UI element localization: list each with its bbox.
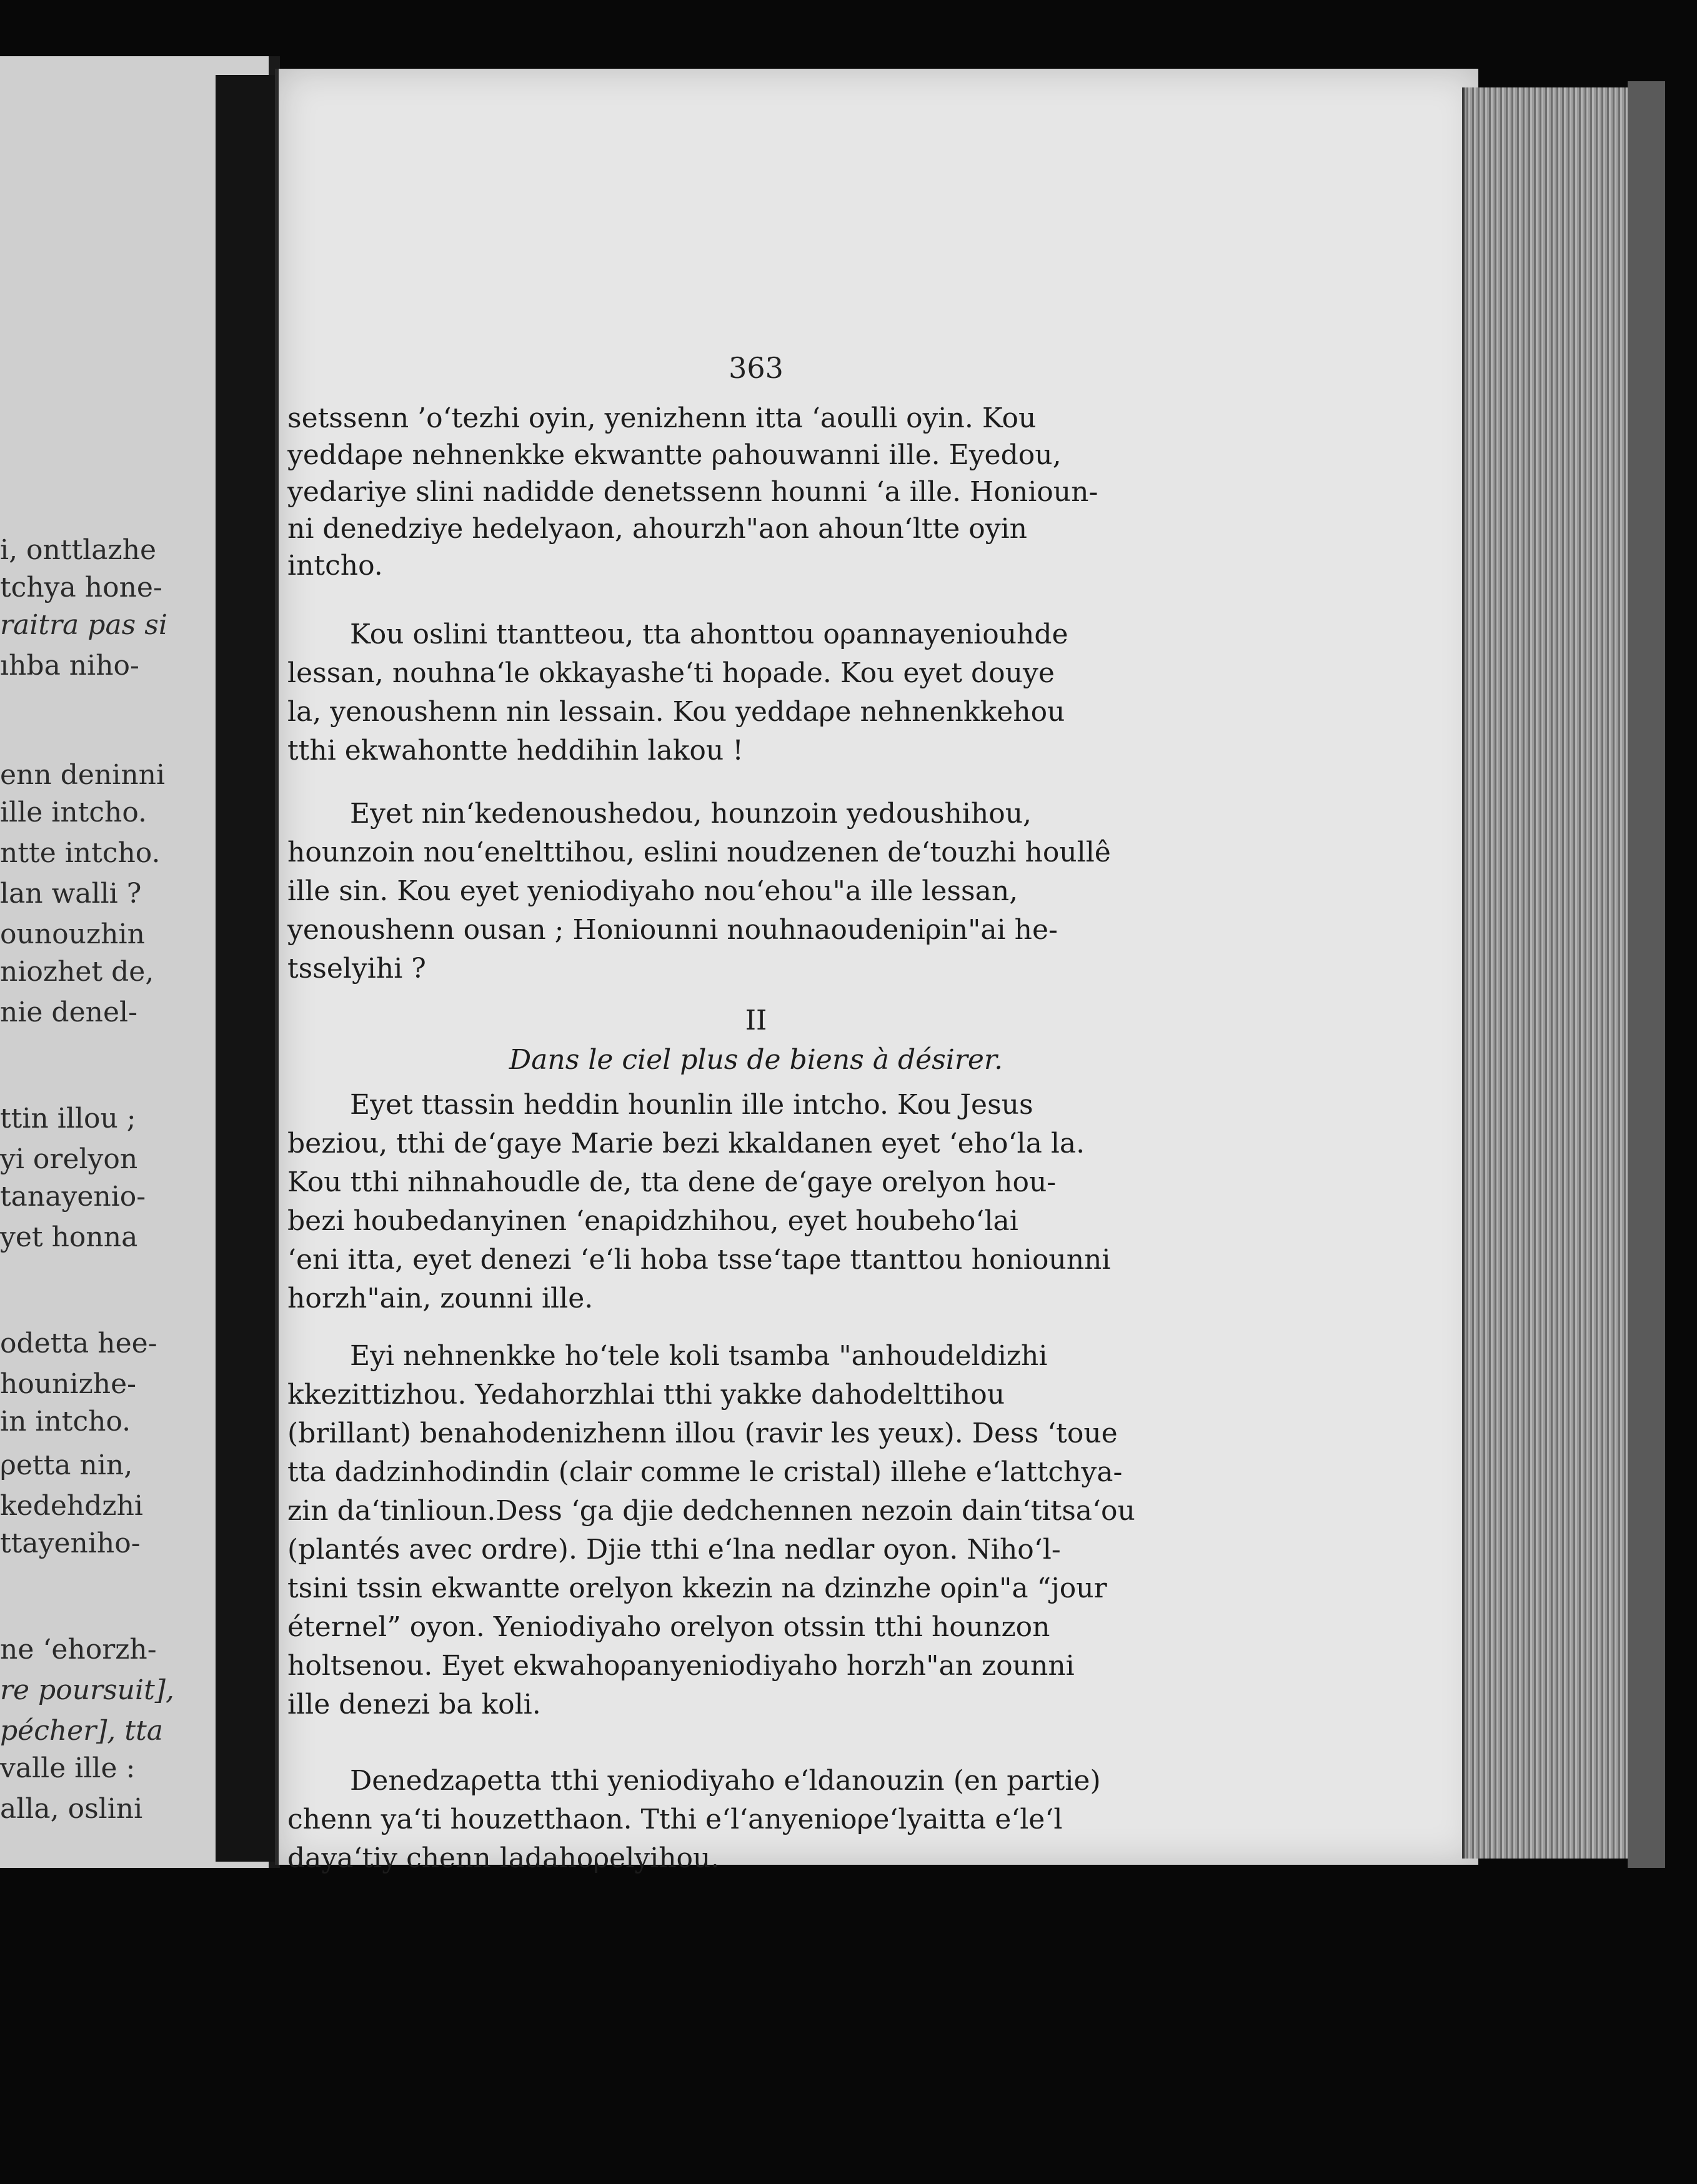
left-page-text-fragment: ttayeniho- (0, 1527, 141, 1559)
left-page-text-fragment: pécher], tta (0, 1715, 163, 1747)
book-gutter (216, 75, 275, 1862)
left-page-text-fragment: raitra pas si (0, 609, 167, 641)
text-line: Eyet ttassin heddin hounlin ille intcho. Kou Jesus (350, 1089, 1033, 1121)
text-line: tthi ekwahontte heddihin lakou ! (287, 735, 744, 767)
text-line: tsini tssin ekwantte orelyon kkezin na dzinzhe oρin"a “jour (287, 1572, 1107, 1604)
text-line: setssenn ’o‘tezhi oyin, yenizhenn itta ‘aoulli oyin. Kou (287, 402, 1037, 434)
left-page-text-fragment: ille intcho. (0, 797, 147, 828)
text-line: holtsenou. Eyet ekwahoρanyeniodiyaho horzh"an zounni (287, 1650, 1075, 1682)
left-page-text-fragment: ρetta nin, (0, 1449, 133, 1481)
text-line: la, yenoushenn nin lessain. Kou yeddaρe nehnenkkehou (287, 696, 1065, 728)
left-page-text-fragment: valle ille : (0, 1752, 136, 1784)
paragraph (287, 400, 1225, 584)
text-line: tsselyihi ? (287, 953, 426, 985)
text-line: Kou tthi nihnahoudle de, tta dene de‘gaye orelyon hou- (287, 1166, 1057, 1198)
left-page-text-fragment: ıhba niho- (0, 650, 139, 682)
left-page-text-fragment: lan walli ? (0, 878, 142, 910)
text-line: ille sin. Kou eyet yeniodiyaho nou‘ehou"a ille lessan, (287, 875, 1018, 907)
text-line: (brillant) benahodenizhenn illou (ravir les yeux). Dess ‘toue (287, 1417, 1118, 1449)
left-page-text-fragment: yi orelyon (0, 1143, 138, 1175)
paragraph (287, 795, 1225, 988)
paragraph (287, 1762, 1225, 1878)
text-line: yeddaρe nehnenkke ekwantte ρahouwanni ille. Eyedou, (287, 439, 1062, 471)
left-page-text-fragment: tchya hone- (0, 572, 162, 603)
text-line: intcho. (287, 550, 383, 582)
left-page-text-fragment: yet honna (0, 1221, 138, 1253)
text-line: (plantés avec ordre). Djie tthi e‘lna nedlar oyon. Niho‘l- (287, 1534, 1061, 1566)
text-line: bezi houbedanyinen ‘enaρidzhihou, eyet houbeho‘lai (287, 1205, 1018, 1237)
left-page-text-fragment: niozhet de, (0, 956, 154, 988)
left-page-text-fragment: hounizhe- (0, 1368, 137, 1400)
left-page-text-fragment: ntte intcho. (0, 837, 161, 869)
text-line: ille denezi ba koli. (287, 1689, 541, 1720)
text-line: tta dadzinhodindin (clair comme le cristal) illehe e‘lattchya- (287, 1456, 1123, 1488)
text-line: Kou oslini ttantteou, tta ahonttou oρannayeniouhde (350, 618, 1068, 650)
left-page-text-fragment: ttin illou ; (0, 1103, 136, 1134)
paragraph (287, 1086, 1225, 1318)
text-line: horzh"ain, zounni ille. (287, 1283, 594, 1314)
text-line: hounzoin nou‘enelttihou, eslini noudzenen de‘touzhi houllê (287, 836, 1111, 868)
text-line: kkezittizhou. Yedahorzhlai tthi yakke dahodelttihou (287, 1379, 1005, 1411)
text-line: lessan, nouhna‘le okkayashe‘ti hoρade. Kou eyet douye (287, 657, 1055, 689)
left-page-text-fragment: ne ‘ehorzh- (0, 1634, 157, 1665)
left-page-text-fragment: nie denel- (0, 996, 137, 1028)
text-line: ni denedziye hedelyaon, ahourzh"aon ahoun‘ltte oyin (287, 513, 1028, 545)
left-page-text-fragment: ounouzhin (0, 918, 145, 950)
paragraph (287, 615, 1225, 770)
text-line: yedariye slini nadidde denetssenn hounni ‘a ille. Honioun- (287, 476, 1098, 508)
paragraph (287, 1337, 1225, 1724)
left-page-text-fragment: odetta hee- (0, 1328, 157, 1359)
left-page-text-fragment: re poursuit], (0, 1674, 174, 1706)
text-line: yenoushenn ousan ; Honiounni nouhnaoudeniρin"ai he- (287, 914, 1058, 946)
text-line: éternel” oyon. Yeniodiyaho orelyon otssin tthi hounzon (287, 1611, 1050, 1643)
text-line: chenn ya‘ti houzetthaon. Tthi e‘l‘anyenioρe‘lyaitta e‘le‘l (287, 1804, 1063, 1835)
text-line: ‘eni itta, eyet denezi ‘e‘li hoba tsse‘taρe ttanttou honiounni (287, 1244, 1111, 1276)
section-title: Dans le ciel plus de biens à désirer. (509, 1044, 1003, 1076)
text-line: beziou, tthi de‘gaye Marie bezi kkaldanen eyet ‘eho‘la la. (287, 1128, 1085, 1159)
text-line: zin da‘tinlioun.Dess ‘ga djie dedchennen nezoin dain‘titsa‘ou (287, 1495, 1135, 1527)
left-page-text-fragment: kedehdzhi (0, 1490, 144, 1522)
section-number: II (745, 1005, 767, 1036)
text-line: Denedzaρetta tthi yeniodiyaho e‘ldanouzin (en partie) (350, 1765, 1101, 1797)
text-line: Eyi nehnenkke ho‘tele koli tsamba "anhoudeldizhi (350, 1340, 1048, 1372)
page-number: 363 (729, 351, 784, 385)
left-page-text-fragment: tanayenio- (0, 1181, 146, 1213)
page-edges (1462, 87, 1630, 1859)
left-page-text-fragment: alla, oslini (0, 1793, 143, 1825)
left-page-text-fragment: i, onttlazhe (0, 534, 157, 566)
left-page-text-fragment: enn deninni (0, 759, 166, 791)
left-page-text-fragment: in intcho. (0, 1406, 131, 1437)
text-line: Eyet nin‘kedenoushedou, hounzoin yedoushihou, (350, 798, 1032, 830)
text-line: daya‘tiy chenn ladahoρelyihou. (287, 1842, 720, 1874)
book-cover-edge (1628, 81, 1665, 1868)
